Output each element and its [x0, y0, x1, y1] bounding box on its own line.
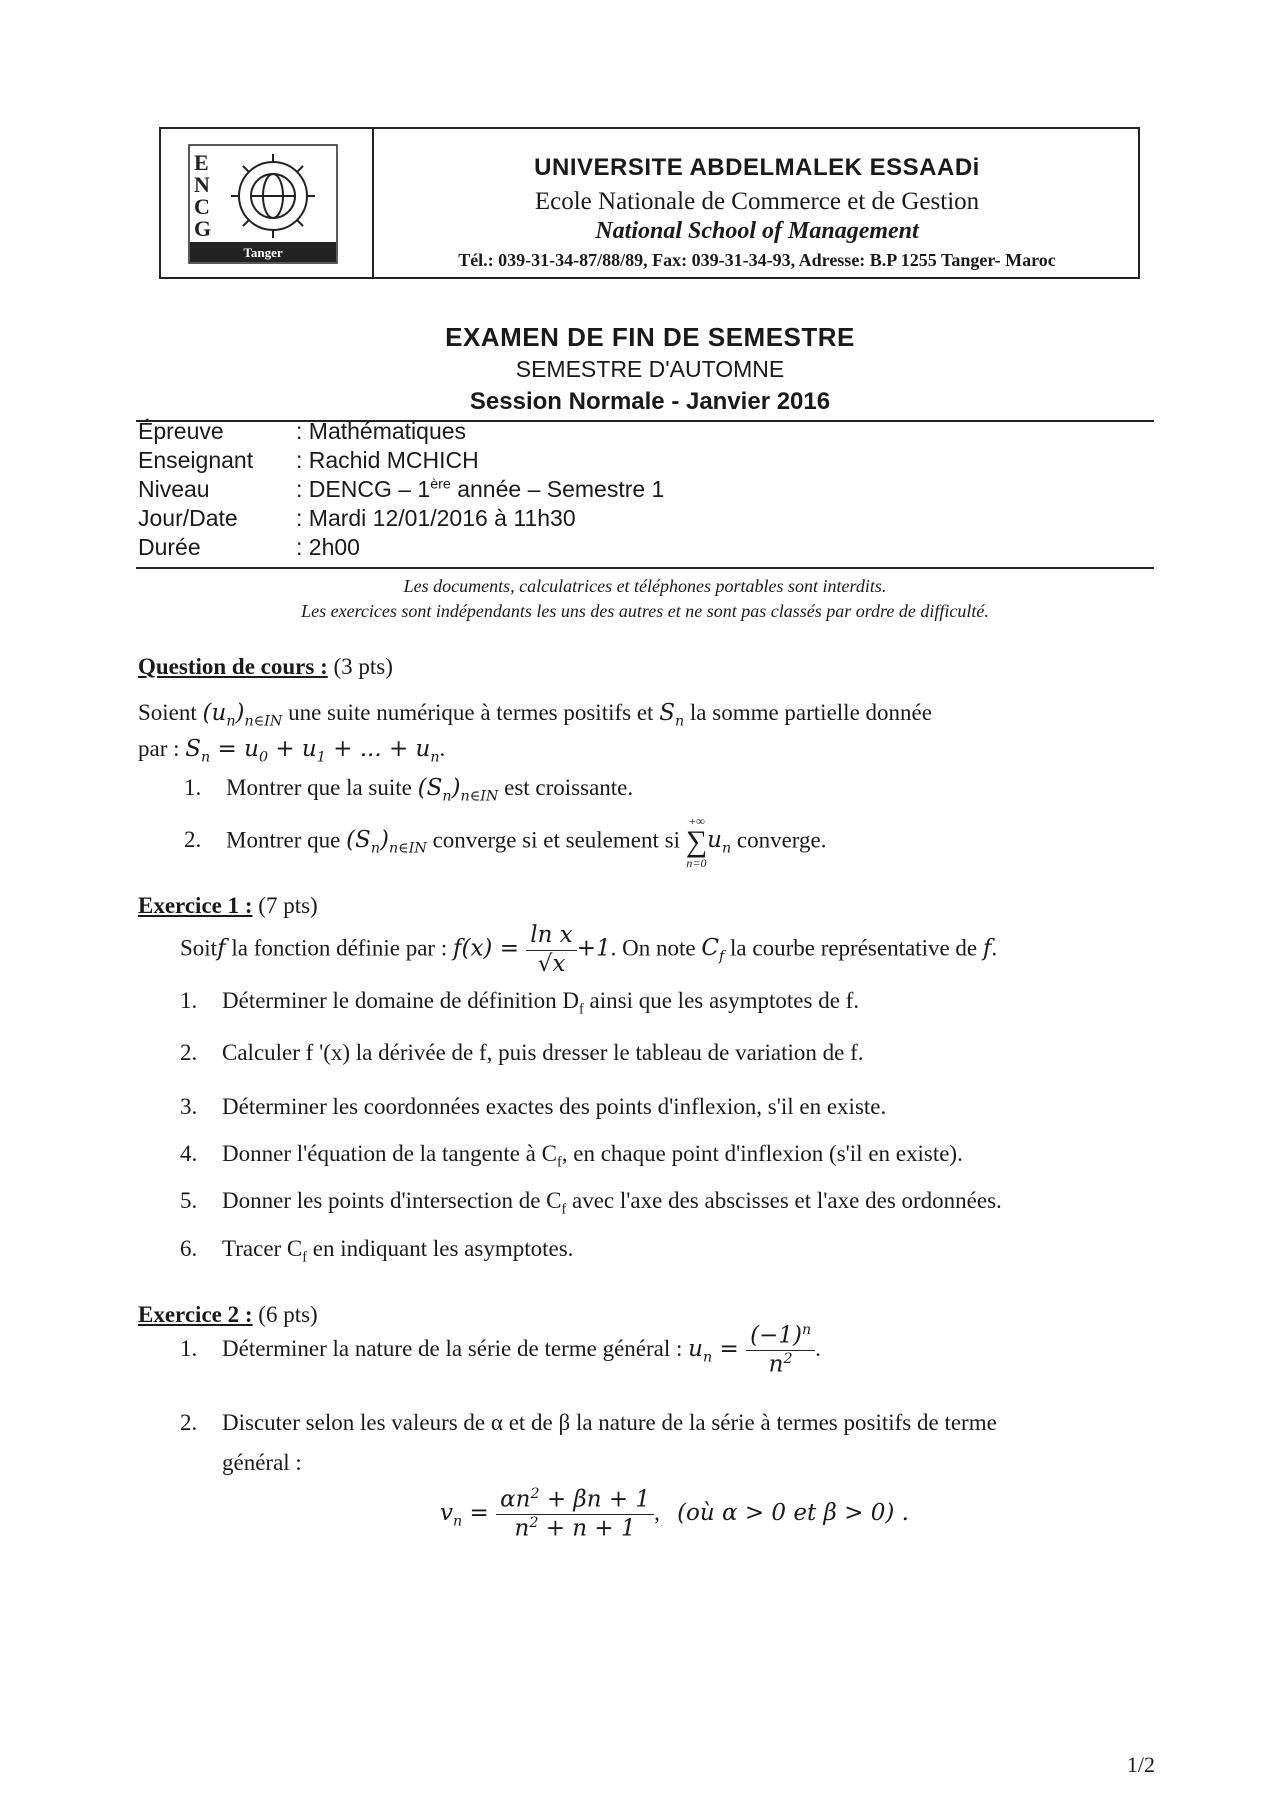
logo-letter-c: C [194, 194, 210, 219]
info-value-enseignant: : Rachid MCHICH [296, 447, 479, 473]
info-value-date: : Mardi 12/01/2016 à 11h30 [296, 505, 576, 531]
rule-bottom [136, 567, 1154, 569]
logo-letter-e: E [194, 150, 209, 175]
logo-letter-n: N [194, 172, 210, 197]
info-value-duree: : 2h00 [296, 534, 360, 560]
note-line-1: Les documents, calculatrices et téléphones portables sont interdits. [403, 576, 887, 596]
cours-question-2: 2. Montrer que $(S_n)_{n\in IN}$ converge si et seulement si +∞ ∑ n=0 $u_n$ converge. [184, 814, 827, 870]
header-divider [372, 127, 374, 279]
ex1-heading [138, 893, 318, 919]
ex1-item-4: 4. Donner l'équation de la tangente à $C_f$, en chaque point d'inflexion (s'il en existe). [180, 1141, 963, 1171]
exam-session: Session Normale - Janvier 2016 [469, 388, 831, 415]
ex1-item-5: 5. Donner les points d'intersection de $C_f$ avec l'axe des abscisses et l'axe des ordonnées. [180, 1188, 1002, 1218]
cours-heading [138, 654, 393, 680]
ex1-item-3: 3. Déterminer les coordonnées exactes des points d'inflexion, s'il en existe. [180, 1094, 887, 1119]
exam-semester: SEMESTRE D'AUTOMNE [515, 356, 785, 382]
note-line-2: Les exercices sont indépendants les uns des autres et ne sont pas classés par ordre de difficulté. [301, 601, 989, 621]
cours-question-1: 1. Montrer que la suite $(S_n)_{n\in IN}$ est croissante. [184, 775, 634, 805]
cours-intro-line2: par : $S_n = u_0 + u_1$ + ... + $u_n$. [138, 736, 446, 766]
ex2-question-1: 1. Déterminer la nature de la série de terme général : $u_n$ = $\frac{(-1)^n}{n^2}$ . [180, 1322, 821, 1378]
university-name: UNIVERSITE ABDELMALEK ESSAADi [534, 154, 980, 181]
ex1-title: Exercice 1 : [138, 893, 253, 918]
ex2-points: (6 pts) [252, 1302, 318, 1327]
rule-top [136, 420, 1154, 422]
ex1-points: (7 pts) [252, 893, 318, 918]
school-name-fr: Ecole Nationale de Commerce et de Gestion [534, 188, 980, 215]
cours-title: Question de cours : [138, 654, 328, 679]
page-number: 1/2 [1126, 1752, 1155, 1777]
ex2-question-2: 2. Discuter selon les valeurs de α et de β la nature de la série à termes positifs de terme [180, 1410, 997, 1435]
ex2-question-2-line2: général : [222, 1450, 302, 1475]
school-name-en: National School of Management [595, 218, 919, 244]
ex1-item-6: 6. Tracer $C_f$ en indiquant les asymptotes. [180, 1236, 574, 1266]
info-value-epreuve: : Mathématiques [296, 418, 467, 444]
info-label-epreuve: Épreuve [138, 418, 224, 444]
info-label-date: Jour/Date [138, 505, 238, 531]
ex1-intro: Soitf la fonction définie par : f(x) = $\frac{\text{ln x}}{√x}$ +1. On note $C_f$ la courbe représentative de f. [180, 922, 998, 977]
logo-banner-text: Tanger [243, 245, 283, 260]
ex2-formula-v: $v_n$ = $\frac{\alpha n^2 + \beta n + 1}{n^2 + n + 1}$ , (où α > 0 et β > 0) . [440, 1486, 909, 1542]
ship-wheel-globe-icon [231, 154, 315, 238]
contact-line: Tél.: 039-31-34-87/88/89, Fax: 039-31-34-93, Adresse: B.P 1255 Tanger- Maroc [458, 250, 1056, 270]
info-label-niveau: Niveau [138, 476, 210, 502]
cours-points: (3 pts) [327, 654, 393, 679]
encg-logo [188, 144, 338, 264]
ex2-title: Exercice 2 : [138, 1302, 253, 1327]
exam-title: EXAMEN DE FIN DE SEMESTRE [445, 322, 855, 352]
ex1-item-2: 2. Calculer f '(x) la dérivée de f, puis dresser le tableau de variation de f. [180, 1040, 864, 1065]
logo-letter-g: G [194, 216, 212, 241]
info-label-duree: Durée [138, 534, 201, 560]
ex1-item-1: 1. Déterminer le domaine de définition $D_f$ ainsi que les asymptotes de f. [180, 988, 860, 1018]
cours-intro: Soient $(u_n)_{n\in IN}$ une suite numérique à termes positifs et $S_n$ la somme partielle donnée [138, 700, 932, 730]
info-value-niveau: : DENCG – 1ère année – Semestre 1 [296, 476, 665, 502]
info-label-enseignant: Enseignant [138, 447, 254, 473]
